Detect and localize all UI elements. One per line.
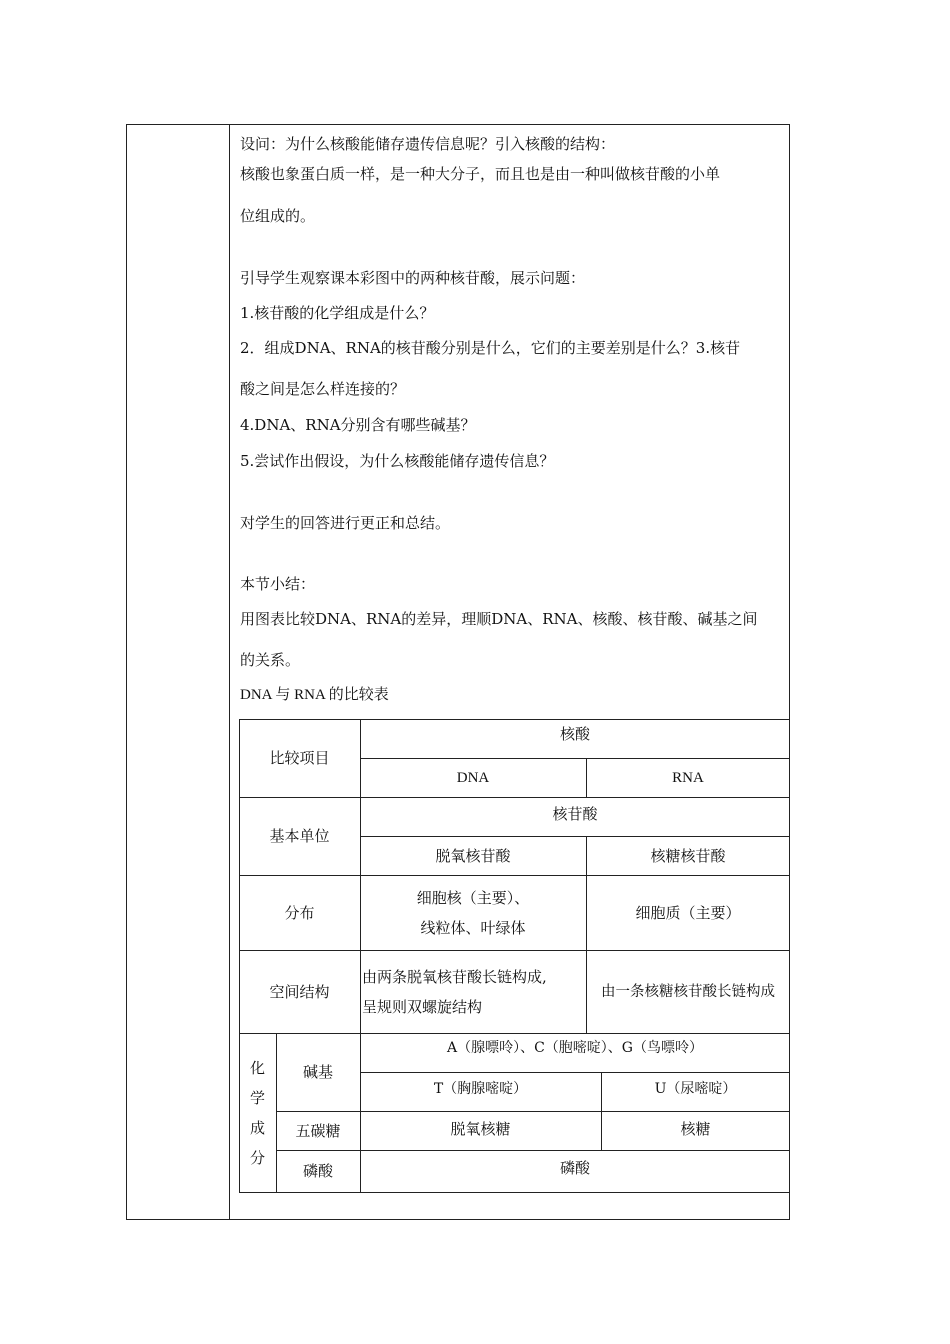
row-label-spatial-structure: 空间结构 <box>269 982 330 1001</box>
row-label-basic-unit: 基本单位 <box>269 827 330 845</box>
section-summary-2: 的关系。 <box>240 651 301 669</box>
basic-unit-shared: 核苷酸 <box>552 804 598 823</box>
paragraph-intro-1: 核酸也象蛋白质一样，是一种大分子，而且也是由一种叫做核苷酸的小单 <box>240 165 721 183</box>
section-summary-1: 用图表比较DNA、RNA的差异，理顺DNA、RNA、核酸、核苷酸、碱基之间 <box>240 610 758 628</box>
row-label-distribution: 分布 <box>284 903 315 922</box>
paragraph-summary-feedback: 对学生的回答进行更正和总结。 <box>240 514 451 532</box>
basic-unit-dna: 脱氧核苷酸 <box>435 846 511 865</box>
pentose-dna: 脱氧核糖 <box>450 1120 511 1138</box>
paragraph-guide: 引导学生观察课本彩图中的两种核苷酸，展示问题： <box>240 269 586 287</box>
paragraph-question: 设问：为什么核酸能储存遗传信息呢？引入核酸的结构： <box>240 135 616 153</box>
column-divider <box>229 124 230 1220</box>
distribution-dna-line-2: 线粒体、叶绿体 <box>420 918 526 937</box>
bases-shared: A（腺嘌呤）、C（胞嘧啶）、G（鸟嘌呤） <box>446 1040 703 1056</box>
distribution-rna: 细胞质（主要） <box>635 903 741 922</box>
basic-unit-rna: 核糖核苷酸 <box>650 846 726 865</box>
section-summary-heading: 本节小结： <box>240 575 316 593</box>
row-label-chemical-composition <box>239 1033 276 1193</box>
spatial-structure-rna: 由一条核糖核苷酸长链构成 <box>601 983 775 1000</box>
distribution-dna <box>360 875 586 950</box>
header-nucleic-acid: 核酸 <box>559 725 590 743</box>
question-1: 1.核苷酸的化学组成是什么？ <box>240 304 435 322</box>
question-3: 酸之间是怎么样连接的？ <box>240 380 406 398</box>
paragraph-intro-2: 位组成的。 <box>240 207 316 225</box>
spatial-structure-dna <box>360 950 586 1033</box>
header-dna: DNA <box>456 769 490 786</box>
pentose-rna: 核糖 <box>680 1120 711 1138</box>
row-label-phosphate: 磷酸 <box>302 1162 333 1180</box>
chem-label-char-3: 成 <box>249 1119 265 1137</box>
question-5: 5.尝试作出假设，为什么核酸能储存遗传信息？ <box>240 452 555 470</box>
bases-rna: U（尿嘧啶） <box>654 1080 737 1097</box>
spatial-structure-dna-line-2: 呈规则双螺旋结构 <box>362 997 483 1016</box>
distribution-dna-line-1: 细胞核（主要）、 <box>416 888 530 907</box>
phosphate-shared: 磷酸 <box>559 1159 590 1177</box>
question-4: 4.DNA、RNA分别含有哪些碱基？ <box>240 416 476 434</box>
dna-rna-comparison-table <box>239 719 790 1193</box>
chem-label-char-2: 学 <box>249 1089 265 1107</box>
comparison-table-title: DNA 与 RNA 的比较表 <box>240 687 389 703</box>
row-label-bases: 碱基 <box>302 1063 333 1081</box>
chem-label-char-1: 化 <box>249 1059 265 1077</box>
bases-dna: T（胸腺嘧啶） <box>433 1080 528 1097</box>
header-compare-item: 比较项目 <box>269 749 330 767</box>
row-label-pentose: 五碳糖 <box>295 1121 341 1140</box>
chem-label-char-4: 分 <box>249 1149 265 1167</box>
header-rna: RNA <box>672 769 704 786</box>
spatial-structure-dna-line-1: 由两条脱氧核苷酸长链构成, <box>362 967 547 986</box>
question-2: 2．组成DNA、RNA的核苷酸分别是什么，它们的主要差别是什么？3.核苷 <box>240 339 741 357</box>
